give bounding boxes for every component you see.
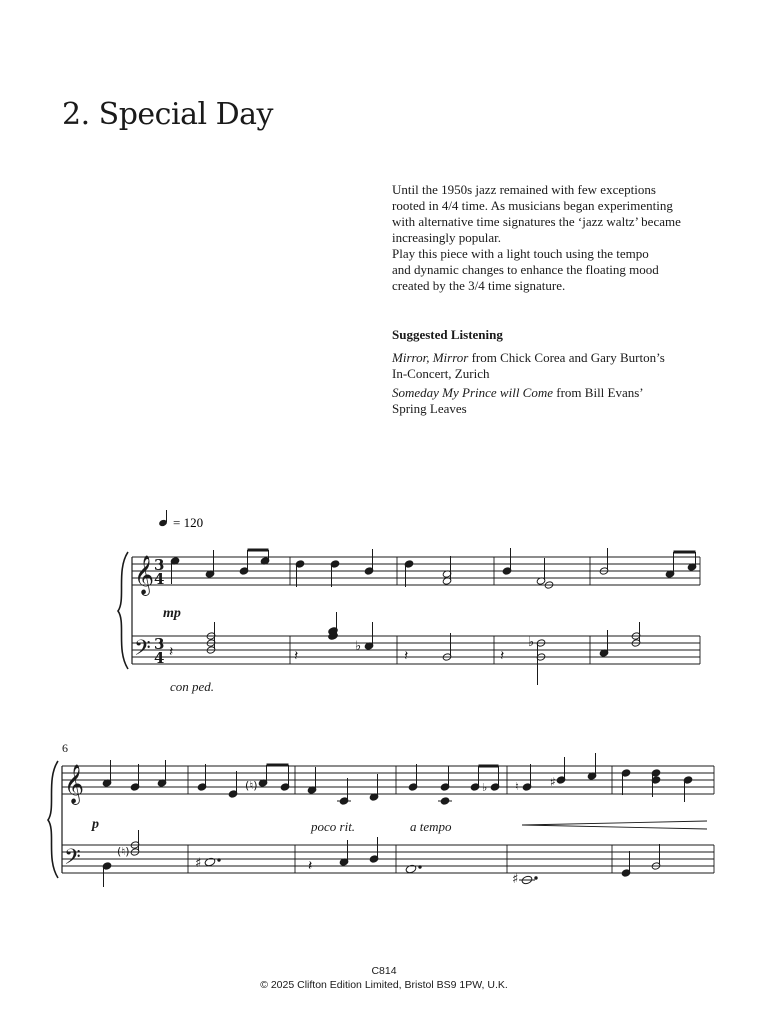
- intro-line: increasingly popular.: [392, 230, 502, 245]
- tempo-marking: [158, 510, 203, 530]
- listening-work-title: Mirror, Mirror: [392, 350, 469, 365]
- listening-work-title: Someday My Prince will Come: [392, 385, 554, 400]
- intro-line: rooted in 4/4 time. As musicians began experimenting: [392, 198, 673, 213]
- flat-icon: ♭: [528, 635, 535, 650]
- quarter-rest-icon: 𝄽: [294, 648, 299, 664]
- natural-icon: (♮): [117, 845, 130, 858]
- sharp-icon: ♮: [515, 780, 519, 793]
- intro-line: Play this piece with a light touch using the tempo: [392, 246, 649, 261]
- time-signature-unit: 4: [154, 570, 165, 588]
- quarter-rest-icon: 𝄽: [404, 648, 409, 664]
- quarter-rest-icon: 𝄽: [308, 858, 313, 874]
- intro-line: Until the 1950s jazz remained with few exceptions: [392, 182, 656, 197]
- treble-clef-icon: 𝄞: [134, 555, 155, 595]
- treble-notes-system-2: [102, 753, 693, 805]
- treble-clef-icon: 𝄞: [64, 764, 85, 804]
- dynamic-marking: mp: [163, 606, 181, 621]
- piece-title: 2. Special Day: [62, 97, 273, 132]
- sharp-icon: ♯: [550, 775, 556, 789]
- intro-line: created by the 3/4 time signature.: [392, 278, 566, 293]
- time-signature-beats: 3: [154, 635, 165, 653]
- listening-source: from Bill Evans’: [553, 385, 644, 400]
- dynamic-marking: p: [92, 817, 99, 832]
- copyright-notice: © 2025 Clifton Edition Limited, Bristol BS9 1PW, U.K.: [260, 979, 508, 991]
- listening-album: Spring Leaves: [392, 401, 467, 416]
- flat-icon: ♭: [355, 639, 362, 654]
- ritardando-marking: poco rit.: [311, 819, 356, 834]
- bass-notes-system-1: [169, 612, 641, 685]
- system-2: [48, 761, 714, 878]
- crescendo-hairpin: [522, 821, 707, 829]
- time-signature-beats: 3: [154, 556, 165, 574]
- sharp-icon: ♯: [512, 872, 519, 887]
- tempo-text: = 120: [173, 515, 204, 530]
- suggested-listening-heading: Suggested Listening: [392, 327, 503, 342]
- system-1: [118, 552, 700, 669]
- treble-notes-system-1: [170, 548, 697, 589]
- listening-album: In-Concert, Zurich: [392, 366, 490, 381]
- bass-notes-system-2: [102, 830, 661, 887]
- bass-clef-icon: 𝄢: [64, 845, 81, 875]
- pedal-marking: con ped.: [170, 679, 215, 694]
- intro-line: with alternative time signatures the ‘jazz waltz’ became: [392, 214, 681, 229]
- listening-source: from Chick Corea and Gary Burton’s: [468, 350, 665, 365]
- time-signature-unit: 4: [154, 649, 165, 667]
- intro-line: and dynamic changes to enhance the floating mood: [392, 262, 659, 277]
- quarter-rest-icon: 𝄽: [169, 644, 174, 660]
- measure-number: 6: [62, 741, 68, 755]
- bass-clef-icon: 𝄢: [134, 636, 151, 666]
- quarter-rest-icon: 𝄽: [500, 648, 505, 664]
- a-tempo-marking: a tempo: [410, 819, 452, 834]
- sharp-icon: ♯: [195, 856, 202, 871]
- natural-icon: (♮): [245, 779, 258, 792]
- flat-icon: ♭: [482, 781, 488, 794]
- catalog-code: C814: [371, 965, 397, 977]
